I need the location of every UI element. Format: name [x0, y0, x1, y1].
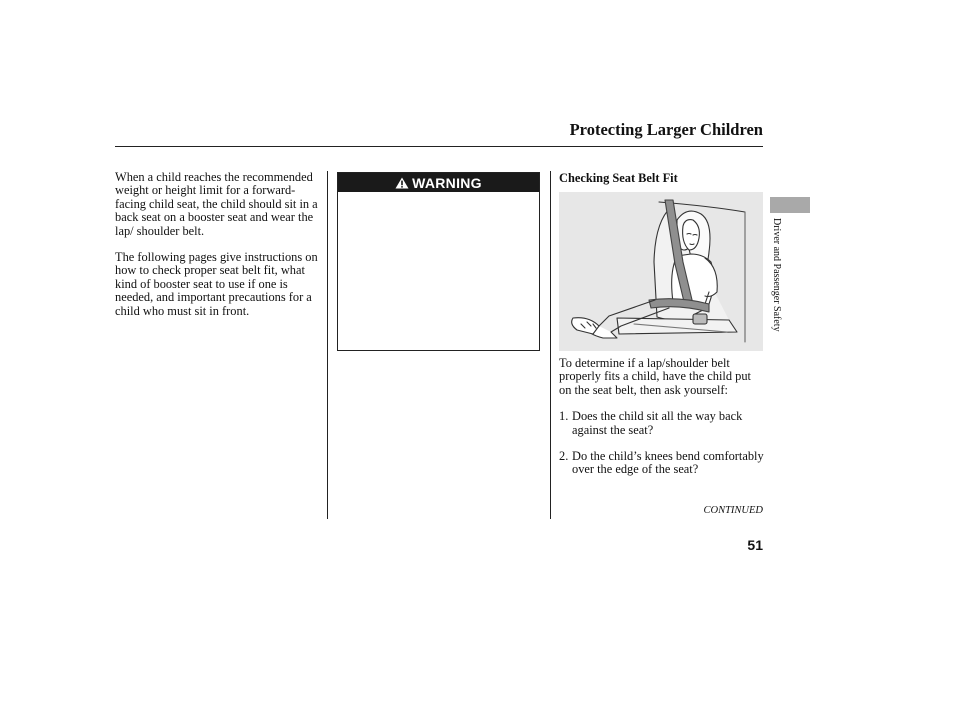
belt-fit-column: [559, 357, 764, 490]
column-divider-1: [327, 171, 328, 519]
question-number: 1.: [559, 409, 569, 424]
warning-label: WARNING: [412, 174, 482, 191]
section-tab-label-wrap: [770, 218, 784, 360]
section-tab-label: Driver and Passenger Safety: [771, 218, 782, 332]
continued-label: CONTINUED: [703, 505, 763, 516]
intro-paragraph-1: When a child reaches the recommended weight or height limit for a forward-facing child seat, the child should sit in a back seat on a booster seat and wear the lap/ shoulder belt.: [115, 170, 318, 238]
belt-fit-intro: To determine if a lap/shoulder belt properly fits a child, have the child put on the seat belt, then ask yourself:: [559, 356, 752, 397]
column-divider-2: [550, 171, 551, 519]
title-rule: [115, 146, 763, 147]
intro-paragraph-2: The following pages give instructions on how to check proper seat belt fit, what kind of booster seat to use if one is needed, and important precautions for a child who must sit in front.: [115, 250, 318, 318]
intro-column: [115, 171, 320, 331]
child-seated-with-seat-belt: [559, 192, 763, 351]
warning-box: [337, 172, 540, 351]
warning-triangle-icon: [395, 177, 409, 189]
belt-fit-question-1: [559, 410, 764, 437]
belt-fit-heading: Checking Seat Belt Fit: [559, 171, 678, 185]
page-title: Protecting Larger Children: [569, 120, 763, 139]
page-number: 51: [747, 537, 763, 553]
question-text: Do the child’s knees bend comfortably over the edge of the seat?: [572, 449, 764, 477]
section-tab: [770, 197, 810, 213]
question-number: 2.: [559, 449, 569, 464]
belt-fit-question-2: [559, 450, 764, 477]
question-text: Does the child sit all the way back against the seat?: [572, 409, 743, 437]
warning-header: [338, 173, 539, 192]
